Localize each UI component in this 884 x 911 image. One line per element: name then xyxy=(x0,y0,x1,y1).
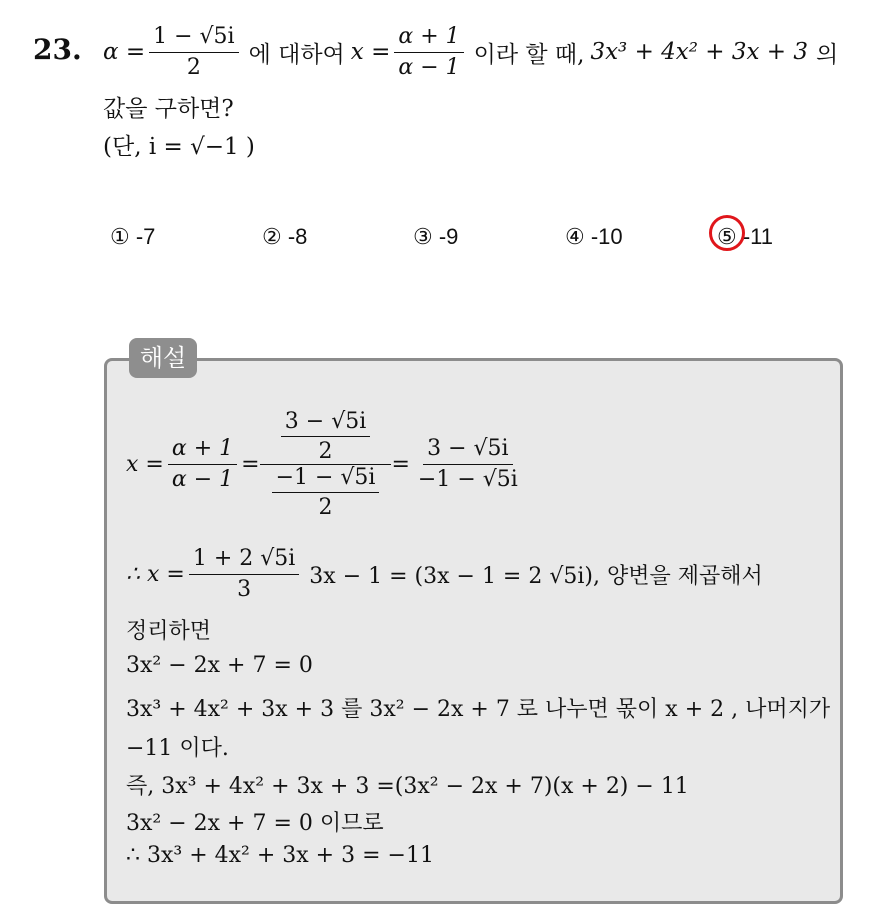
alpha-numerator: 1 − √5i xyxy=(149,24,238,52)
eq1-top-denominator: 2 xyxy=(318,438,333,464)
x-numerator: α + 1 xyxy=(394,24,463,52)
eq1-equals-2: = xyxy=(391,451,410,477)
eq1-lhs: x = xyxy=(126,451,164,477)
choice-marker: ③ xyxy=(413,224,433,249)
solution-equation-1 xyxy=(126,398,526,530)
question-line-1 xyxy=(103,20,838,84)
solution-line: 정리하면 xyxy=(126,619,212,644)
eq1-complex-fraction xyxy=(266,409,386,520)
x-definition: x = xyxy=(350,39,391,65)
question-line-2: 값을 구하면? xyxy=(103,96,234,122)
question-condition: (단, i = √−1 ) xyxy=(103,134,255,160)
eq2-numerator: 1 + 2 √5i xyxy=(189,546,299,574)
alpha-fraction xyxy=(149,24,238,80)
text-of: 의 xyxy=(816,41,839,68)
choice-value: -8 xyxy=(287,224,308,249)
choice-3[interactable] xyxy=(413,224,458,250)
choice-marker: ① xyxy=(110,224,130,249)
selected-circle-icon xyxy=(709,215,745,251)
alpha-definition: α = xyxy=(103,39,146,65)
choice-value: -10 xyxy=(590,224,623,249)
target-expression: 3x³ + 4x² + 3x + 3 xyxy=(590,39,809,65)
choice-value: -11 xyxy=(742,224,774,249)
eq1-equals: = xyxy=(241,451,260,477)
solution-tag: 해설 xyxy=(129,338,197,378)
eq1-f3-numerator: 3 − √5i xyxy=(423,436,512,464)
eq2-lhs: ∴ x = xyxy=(126,561,185,587)
eq2-rest: 3x − 1 = (3x − 1 = 2 √5i), 양변을 제곱해서 xyxy=(309,563,763,589)
choice-value: -7 xyxy=(135,224,156,249)
eq2-fraction xyxy=(189,546,299,602)
choice-1[interactable] xyxy=(110,224,155,250)
solution-line: 3x² − 2x + 7 = 0 xyxy=(126,653,313,678)
solution-equation-2 xyxy=(126,542,763,606)
solution-line: ∴ 3x³ + 4x² + 3x + 3 = −11 xyxy=(126,843,434,868)
choice-2[interactable] xyxy=(262,224,307,250)
solution-line: 3x² − 2x + 7 = 0 이므로 xyxy=(126,811,384,836)
alpha-denominator: 2 xyxy=(186,54,201,80)
eq1-f3-denominator: −1 − √5i xyxy=(417,466,518,492)
choice-4[interactable] xyxy=(565,224,623,250)
eq1-bottom-numerator: −1 − √5i xyxy=(272,465,380,493)
solution-line: −11 이다. xyxy=(126,736,229,761)
eq1-fraction-1 xyxy=(168,436,237,492)
choice-marker: ② xyxy=(262,224,282,249)
solution-line: 3x³ + 4x² + 3x + 3 를 3x² − 2x + 7 로 나누면 몫이 x + 2 , 나머지가 xyxy=(126,697,831,722)
text-when: 이라 할 때, xyxy=(473,41,585,68)
eq1-fraction-3 xyxy=(414,436,522,492)
eq1-complex-bottom xyxy=(266,465,386,520)
choice-marker: ④ xyxy=(565,224,585,249)
eq2-denominator: 3 xyxy=(237,576,252,602)
solution-line: 즉, 3x³ + 4x² + 3x + 3 =(3x² − 2x + 7)(x + 2) − 11 xyxy=(126,774,689,799)
eq1-bottom-denominator: 2 xyxy=(318,494,333,520)
eq1-f1-numerator: α + 1 xyxy=(168,436,237,464)
text-about: 에 대하여 xyxy=(248,41,345,68)
eq1-f1-denominator: α − 1 xyxy=(171,466,234,492)
choice-5[interactable] xyxy=(717,224,773,250)
x-denominator: α − 1 xyxy=(398,54,460,80)
x-fraction xyxy=(394,24,463,80)
choice-value: -9 xyxy=(438,224,459,249)
question-number: 23. xyxy=(33,33,82,66)
eq1-top-numerator: 3 − √5i xyxy=(281,409,370,437)
answer-choices xyxy=(110,224,830,256)
choice-marker: ⑤ xyxy=(717,224,737,249)
eq1-complex-top xyxy=(260,409,392,465)
